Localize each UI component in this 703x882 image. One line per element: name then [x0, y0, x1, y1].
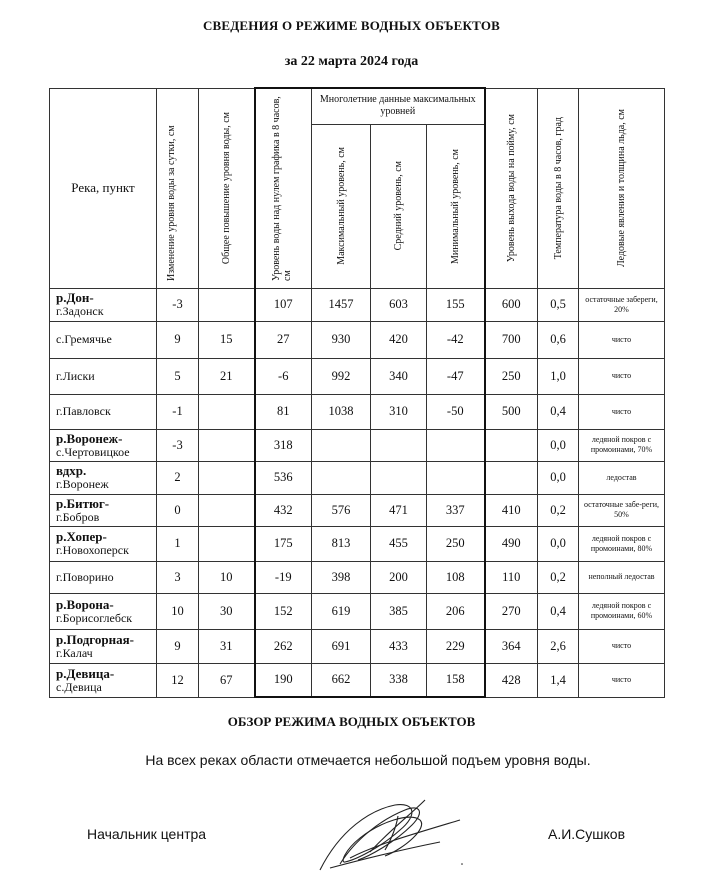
cell-level-8h: 81: [255, 394, 312, 429]
cell-level-8h: 318: [255, 429, 312, 461]
cell-min-level: 229: [427, 629, 485, 663]
cell-floodplain: 700: [485, 321, 538, 358]
signer-role: Начальник центра: [87, 826, 207, 842]
cell-temperature: 0,2: [538, 561, 579, 593]
column-header-avg-level: Средний уровень, см: [371, 124, 427, 288]
cell-avg-level: 385: [371, 593, 427, 629]
cell-floodplain: 490: [485, 526, 538, 561]
cell-floodplain: 410: [485, 494, 538, 526]
river-name: р.Девица-: [56, 665, 115, 681]
cell-temperature: 0,2: [538, 494, 579, 526]
cell-avg-level: [371, 429, 427, 461]
cell-river-point: [50, 494, 157, 526]
cell-total-rise: 31: [199, 629, 255, 663]
column-header-river: Река, пункт: [50, 88, 157, 288]
cell-floodplain: 500: [485, 394, 538, 429]
cell-temperature: 0,0: [538, 526, 579, 561]
table-row: [50, 629, 665, 663]
cell-min-level: 250: [427, 526, 485, 561]
cell-avg-level: 455: [371, 526, 427, 561]
cell-level-8h: 262: [255, 629, 312, 663]
river-name: р.Воронеж-: [56, 430, 123, 446]
river-name: р.Битюг-: [56, 495, 110, 511]
cell-river-point: [50, 561, 157, 593]
cell-change: 10: [157, 593, 199, 629]
point-name: г.Лиски: [56, 368, 95, 383]
cell-ice: остаточные забе-реги, 50%: [579, 494, 665, 526]
cell-max-level: 619: [312, 593, 371, 629]
cell-change: -3: [157, 288, 199, 321]
point-name: г.Задонск: [56, 304, 104, 318]
cell-min-level: -47: [427, 358, 485, 394]
document-date: за 22 марта 2024 года: [284, 54, 419, 69]
cell-min-level: 337: [427, 494, 485, 526]
table-row: [50, 394, 665, 429]
cell-river-point: [50, 394, 157, 429]
cell-level-8h: 27: [255, 321, 312, 358]
point-name: г.Калач: [56, 645, 93, 660]
cell-level-8h: 432: [255, 494, 312, 526]
table-row: [50, 429, 665, 461]
cell-temperature: 0,5: [538, 288, 579, 321]
cell-temperature: 0,0: [538, 429, 579, 461]
cell-floodplain: [485, 461, 538, 494]
point-name: г.Бобров: [56, 509, 100, 524]
cell-change: 9: [157, 629, 199, 663]
column-header-longterm-group: Многолетние данные максимальных уровней: [312, 88, 485, 124]
cell-change: 12: [157, 663, 199, 697]
cell-temperature: 0,4: [538, 593, 579, 629]
cell-avg-level: 420: [371, 321, 427, 358]
point-name: г.Поворино: [56, 569, 114, 584]
cell-river-point: [50, 358, 157, 394]
cell-river-point: [50, 526, 157, 561]
point-name: г.Новохоперск: [56, 543, 129, 557]
table-row: [50, 561, 665, 593]
cell-avg-level: 310: [371, 394, 427, 429]
table-row: [50, 321, 665, 358]
point-name: г.Павловск: [56, 404, 111, 418]
cell-ice: остаточные забереги, 20%: [579, 288, 665, 321]
cell-river-point: [50, 321, 157, 358]
cell-max-level: 1038: [312, 394, 371, 429]
point-name: с.Чертовицкое: [56, 444, 130, 459]
cell-avg-level: 433: [371, 629, 427, 663]
cell-min-level: [427, 461, 485, 494]
cell-min-level: 206: [427, 593, 485, 629]
cell-change: 3: [157, 561, 199, 593]
cell-level-8h: 107: [255, 288, 312, 321]
cell-river-point: [50, 663, 157, 697]
cell-floodplain: [485, 429, 538, 461]
document-title: СВЕДЕНИЯ О РЕЖИМЕ ВОДНЫХ ОБЪЕКТОВ: [202, 18, 501, 33]
cell-level-8h: 190: [255, 663, 312, 697]
column-header-level-8h: Уровень воды над нулем графика в 8 часов, см: [255, 88, 312, 288]
point-name: с.Девица: [56, 679, 102, 694]
cell-total-rise: 15: [199, 321, 255, 358]
river-name: р.Дон-: [56, 290, 94, 305]
cell-change: -1: [157, 394, 199, 429]
cell-max-level: 813: [312, 526, 371, 561]
cell-min-level: -50: [427, 394, 485, 429]
cell-river-point: [50, 461, 157, 494]
cell-change: 2: [157, 461, 199, 494]
cell-temperature: 0,0: [538, 461, 579, 494]
cell-river-point: [50, 629, 157, 663]
column-header-ice: Ледовые явления и толщина льда, см: [579, 88, 665, 288]
cell-floodplain: 270: [485, 593, 538, 629]
cell-floodplain: 600: [485, 288, 538, 321]
cell-total-rise: 21: [199, 358, 255, 394]
cell-min-level: [427, 429, 485, 461]
cell-level-8h: 536: [255, 461, 312, 494]
column-header-temperature: Температура воды в 8 часов, град: [538, 88, 579, 288]
cell-max-level: 992: [312, 358, 371, 394]
river-name: р.Хопер-: [56, 529, 107, 544]
cell-change: 0: [157, 494, 199, 526]
cell-change: 5: [157, 358, 199, 394]
cell-ice: чисто: [579, 394, 665, 429]
point-name: с.Гремячье: [56, 332, 112, 346]
cell-min-level: -42: [427, 321, 485, 358]
river-name: вдхр.: [56, 463, 87, 478]
cell-max-level: 398: [312, 561, 371, 593]
table-row: [50, 358, 665, 394]
cell-level-8h: -19: [255, 561, 312, 593]
cell-avg-level: [371, 461, 427, 494]
cell-total-rise: 30: [199, 593, 255, 629]
river-name: р.Ворона-: [56, 596, 114, 612]
review-title: ОБЗОР РЕЖИМА ВОДНЫХ ОБЪЕКТОВ: [227, 714, 476, 729]
cell-river-point: [50, 429, 157, 461]
cell-ice: неполный ледостав: [579, 561, 665, 593]
cell-max-level: [312, 429, 371, 461]
table-row: [50, 663, 665, 697]
cell-total-rise: 67: [199, 663, 255, 697]
table-row: [50, 494, 665, 526]
column-header-max-level: Максимальный уровень, см: [312, 124, 371, 288]
cell-temperature: 0,6: [538, 321, 579, 358]
cell-total-rise: [199, 461, 255, 494]
column-header-change: Изменение уровня воды за сутки, см: [157, 88, 199, 288]
river-name: р.Подгорная-: [56, 631, 134, 647]
cell-max-level: 662: [312, 663, 371, 697]
cell-max-level: [312, 461, 371, 494]
cell-floodplain: 250: [485, 358, 538, 394]
cell-total-rise: [199, 526, 255, 561]
cell-ice: чисто: [579, 358, 665, 394]
cell-max-level: 930: [312, 321, 371, 358]
cell-ice: чисто: [579, 663, 665, 697]
cell-level-8h: 175: [255, 526, 312, 561]
table-body: [50, 288, 665, 697]
cell-river-point: [50, 593, 157, 629]
cell-floodplain: 110: [485, 561, 538, 593]
cell-min-level: 155: [427, 288, 485, 321]
cell-total-rise: [199, 288, 255, 321]
water-regime-table: [49, 87, 665, 698]
cell-avg-level: 471: [371, 494, 427, 526]
cell-ice: ледяной покров с промоинами, 70%: [579, 429, 665, 461]
signer-name: А.И.Сушков: [548, 826, 626, 842]
point-name: г.Борисоглебск: [56, 610, 133, 625]
cell-total-rise: [199, 394, 255, 429]
cell-floodplain: 428: [485, 663, 538, 697]
cell-temperature: 1,0: [538, 358, 579, 394]
table-row: [50, 288, 665, 321]
table-row: [50, 461, 665, 494]
cell-ice: ледостав: [579, 461, 665, 494]
cell-min-level: 158: [427, 663, 485, 697]
cell-max-level: 691: [312, 629, 371, 663]
cell-floodplain: 364: [485, 629, 538, 663]
column-header-min-level: Минимальный уровень, см: [427, 124, 485, 288]
column-header-floodplain: Уровень выхода воды на пойму, см: [485, 88, 538, 288]
cell-ice: ледяной покров с промоинами, 60%: [579, 593, 665, 629]
review-text: На всех реках области отмечается небольшой подъем уровня воды.: [145, 752, 591, 768]
cell-avg-level: 603: [371, 288, 427, 321]
cell-temperature: 1,4: [538, 663, 579, 697]
table-row: [50, 593, 665, 629]
cell-total-rise: [199, 494, 255, 526]
cell-temperature: 0,4: [538, 394, 579, 429]
cell-change: 1: [157, 526, 199, 561]
cell-min-level: 108: [427, 561, 485, 593]
cell-total-rise: [199, 429, 255, 461]
cell-level-8h: -6: [255, 358, 312, 394]
column-header-total-rise: Общее повышение уровня воды, см: [199, 88, 255, 288]
cell-river-point: [50, 288, 157, 321]
cell-change: 9: [157, 321, 199, 358]
cell-ice: ледяной покров с промоинами, 80%: [579, 526, 665, 561]
cell-change: -3: [157, 429, 199, 461]
cell-max-level: 576: [312, 494, 371, 526]
cell-avg-level: 340: [371, 358, 427, 394]
cell-ice: чисто: [579, 629, 665, 663]
cell-avg-level: 338: [371, 663, 427, 697]
table-row: [50, 526, 665, 561]
cell-total-rise: 10: [199, 561, 255, 593]
cell-level-8h: 152: [255, 593, 312, 629]
signature-icon: [300, 790, 470, 880]
cell-avg-level: 200: [371, 561, 427, 593]
cell-ice: чисто: [579, 321, 665, 358]
cell-temperature: 2,6: [538, 629, 579, 663]
point-name: г.Воронеж: [56, 477, 109, 491]
cell-max-level: 1457: [312, 288, 371, 321]
